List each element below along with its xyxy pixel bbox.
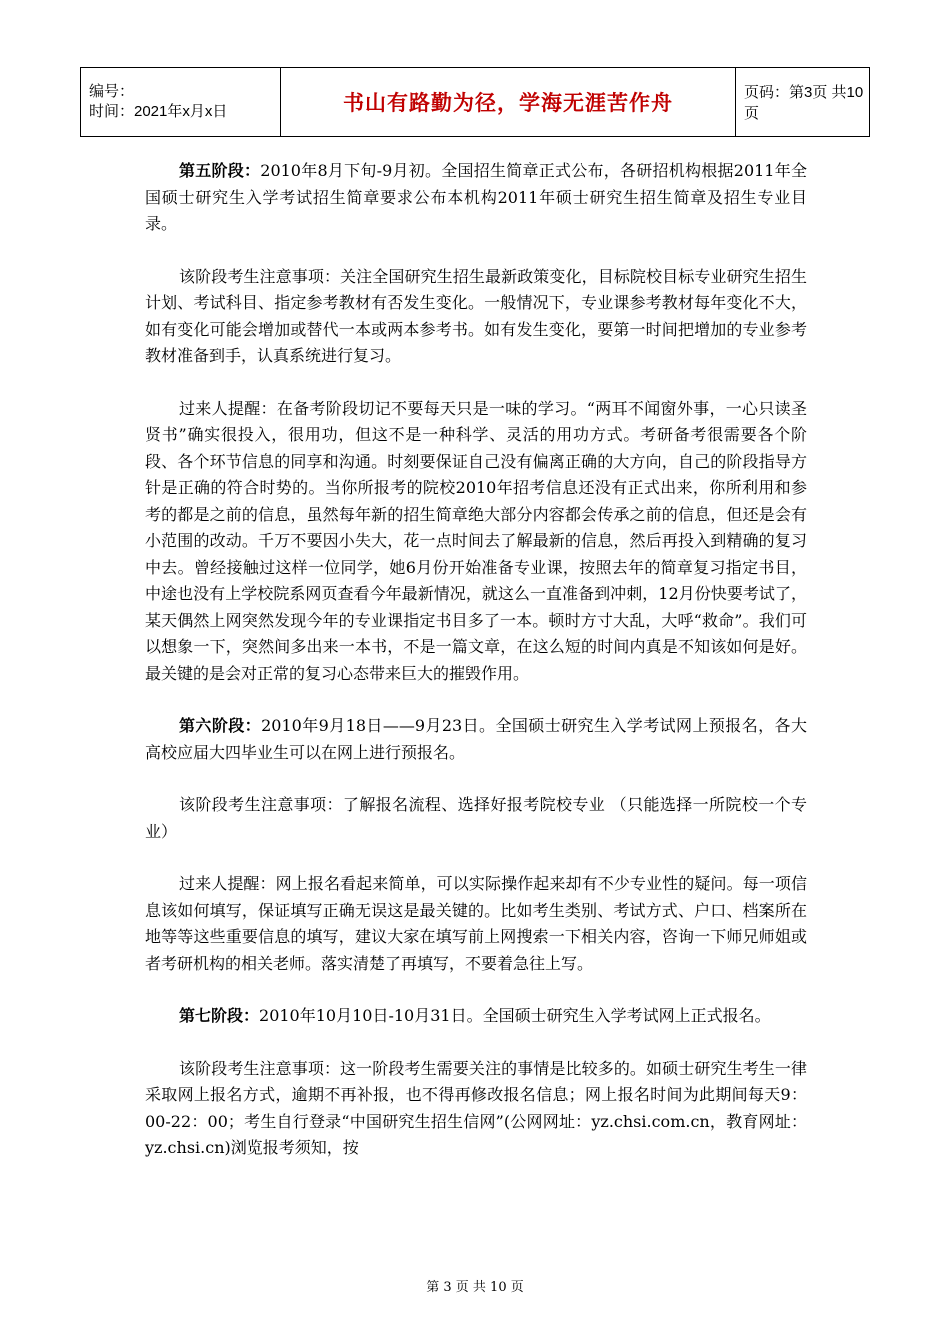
- number-label: 编号：: [89, 83, 135, 100]
- paragraph-text: 该阶段考生注意事项：了解报名流程、选择好报考院校专业 （只能选择一所院校一个专业）: [145, 795, 807, 841]
- header-page-info: 页码：第3页 共10页: [744, 84, 864, 122]
- document-body: [145, 158, 807, 1188]
- paragraph-7: [145, 1003, 807, 1030]
- header-motto: 书山有路勤为径，学海无涯苦作舟: [281, 68, 736, 136]
- paragraph-8: [145, 1056, 807, 1162]
- page-header: [80, 67, 870, 137]
- paragraph-text: 过来人提醒：在备考阶段切记不要每天只是一味的学习。“两耳不闻窗外事，一心只读圣贤书”确实很投入，很用功，但这不是一种科学、灵活的用功方式。考研备考很需要各个阶段、各个环节信息的同享和沟通。时刻要保证自己没有偏离正确的大方向，自己的阶段指导方针是正确的符合时势的。当你所报考的院校2010年招考信息还没有正式出来，你所利用和参考的都是之前的信息，虽然每年新的招生简章绝大部分内容都会传承之前的信息，但还是会有小范围的改动。千万不要因小失大，花一点时间去了解最新的信息，然后再投入到精确的复习中去。曾经接触过这样一位同学，她6月份开始准备专业课，按照去年的简章复习指定书目，中途也没有上学校院系网页查看今年最新情况，就这么一直准备到冲刺，12月份快要考试了，某天偶然上网突然发现今年的专业课指定书目多了一本。顿时方寸大乱，大呼“救命”。我们可以想象一下，突然间多出来一本书，不是一篇文章，在这么短的时间内真是不知该如何是好。最关键的是会对正常的复习心态带来巨大的摧毁作用。: [145, 398, 807, 683]
- paragraph-text: 2010年9月18日——9月23日。全国硕士研究生入学考试网上预报名，各大高校应届大四毕业生可以在网上进行预报名。: [145, 716, 807, 762]
- paragraph-1: [145, 158, 807, 238]
- paragraph-text: 该阶段考生注意事项：关注全国研究生招生最新政策变化，目标院校目标专业研究生招生计划、考试科目、指定参考教材有否发生变化。一般情况下，专业课参考教材每年变化不大，如有变化可能会增加或替代一本或两本参考书。如有发生变化，要第一时间把增加的专业参考教材准备到手，认真系统进行复习。: [145, 266, 807, 365]
- paragraph-4: [145, 713, 807, 766]
- paragraph-5: [145, 792, 807, 845]
- paragraph-text: 该阶段考生注意事项：这一阶段考生需要关注的事情是比较多的。如硕士研究生考生一律采取网上报名方式，逾期不再补报，也不得再修改报名信息；网上报名时间为此期间每天9：00-22：00；考生自行登录“中国研究生招生信网”(公网网址：yz.chsi.com.cn，教育网址：yz.chsi.cn)浏览报考须知，按: [145, 1058, 807, 1157]
- paragraph-6: [145, 871, 807, 977]
- paragraph-text: 2010年10月10日-10月31日。全国硕士研究生入学考试网上正式报名。: [259, 1006, 771, 1025]
- paragraph-text: 2010年8月下旬-9月初。全国招生简章正式公布，各研招机构根据2011年全国硕士研究生入学考试招生简章要求公布本机构2011年硕士研究生招生简章及招生专业目录。: [145, 161, 807, 233]
- paragraph-2: [145, 264, 807, 370]
- paragraph-3: [145, 396, 807, 688]
- header-meta: [81, 68, 281, 136]
- page-footer: 第 3 页 共 10 页: [426, 1280, 524, 1295]
- stage-heading: 第五阶段：: [179, 161, 261, 180]
- stage-heading: 第七阶段：: [179, 1006, 260, 1025]
- stage-heading: 第六阶段：: [179, 716, 262, 735]
- paragraph-text: 过来人提醒：网上报名看起来简单，可以实际操作起来却有不少专业性的疑问。每一项信息该如何填写，保证填写正确无误这是最关键的。比如考生类别、考试方式、户口、档案所在地等等这些重要信息的填写，建议大家在填写前上网搜索一下相关内容，咨询一下师兄师姐或者考研机构的相关老师。落实清楚了再填写，不要着急往上写。: [145, 874, 807, 973]
- time-label: 时间：2021年x月x日: [89, 103, 228, 120]
